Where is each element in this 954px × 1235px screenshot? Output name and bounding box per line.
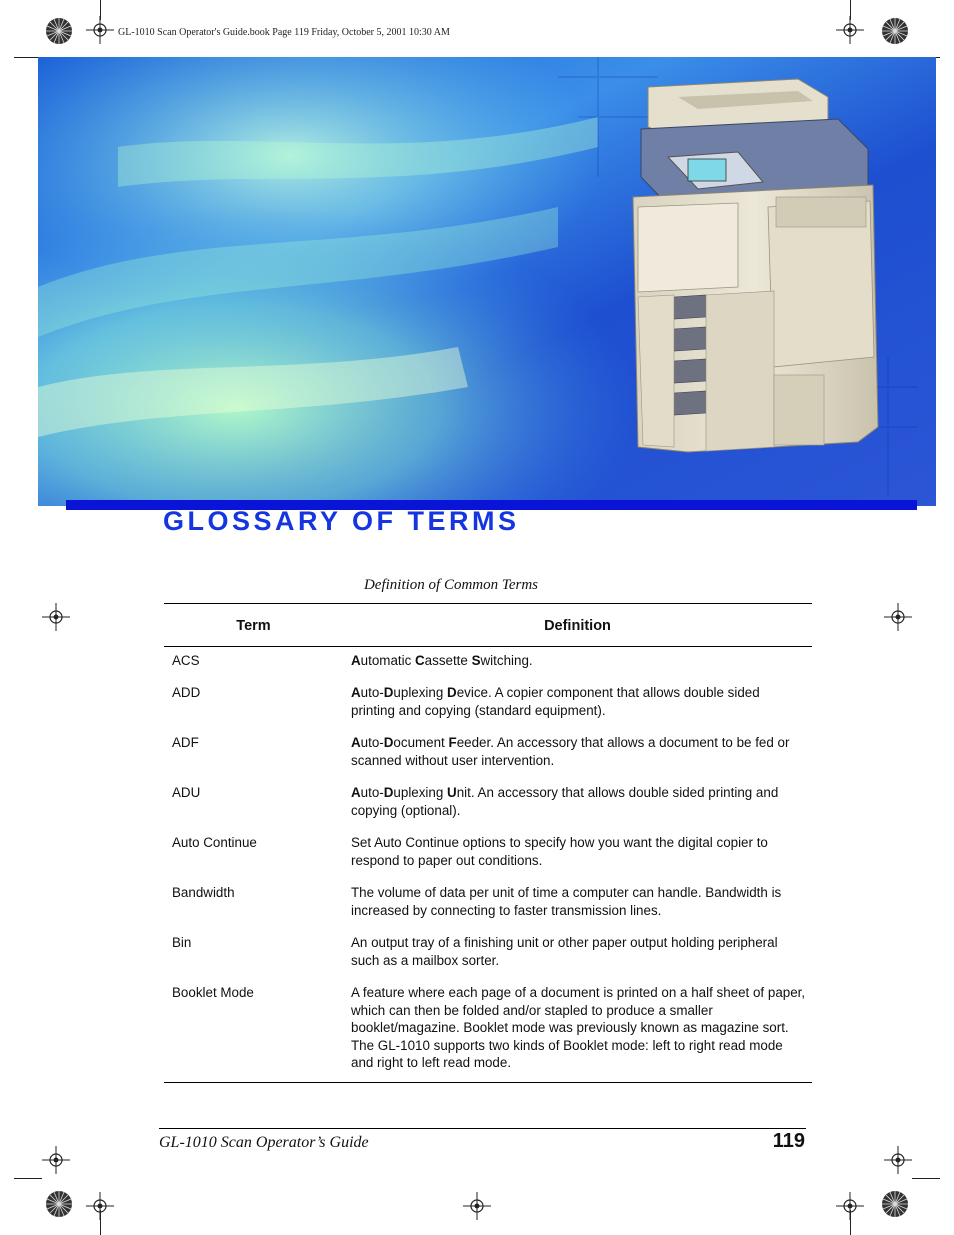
acronym-letter: A: [351, 652, 361, 668]
table-row: [164, 879, 812, 929]
print-header: GL-1010 Scan Operator's Guide.book Page 119 Friday, October 5, 2001 10:30 AM: [118, 27, 450, 38]
glossary-table: [164, 603, 812, 1083]
crosshair-registration-icon: [884, 603, 912, 631]
crosshair-registration-icon: [463, 1192, 491, 1220]
definition-text: uto-: [360, 785, 384, 800]
term-cell: Booklet Mode: [164, 979, 343, 1082]
starburst-registration-icon: [881, 17, 909, 45]
table-header-row: [164, 604, 812, 647]
definition-text: The volume of data per unit of time a computer can handle. Bandwidth is increased by connecting to faster transmission lines.: [351, 885, 782, 918]
table-row: [164, 929, 812, 979]
definition-text: A feature where each page of a document is printed on a half sheet of paper, which can then be folded and/or stapled to produce a smaller booklet/magazine. Booklet mode was previously known as magazine sort. The GL-1010 supports two kinds of Booklet mode: left to right read mode and right to left read mode.: [351, 985, 806, 1070]
acronym-letter: C: [415, 652, 425, 668]
definition-text: utomatic: [360, 652, 415, 668]
crosshair-registration-icon: [836, 16, 864, 44]
definition-text: uto-: [360, 735, 384, 750]
crosshair-registration-icon: [884, 1146, 912, 1174]
table-caption: Definition of Common Terms: [363, 577, 539, 593]
definition-text: uplexing: [393, 785, 448, 800]
definition-cell: [343, 979, 812, 1082]
crosshair-registration-icon: [42, 1146, 70, 1174]
definition-text: eeder. An accessory that allows a document to be fed or scanned without user intervention.: [351, 735, 790, 768]
table-row: [164, 679, 812, 729]
table-row: [164, 779, 812, 829]
term-cell: Auto Continue: [172, 835, 257, 850]
starburst-registration-icon: [45, 17, 73, 45]
crosshair-registration-icon: [86, 1192, 114, 1220]
starburst-registration-icon: [45, 1190, 73, 1218]
definition-text: assette: [424, 652, 472, 668]
definition-column-header: Definition: [343, 604, 812, 647]
acronym-letter: U: [447, 785, 457, 800]
acronym-letter: D: [383, 685, 394, 700]
table-row: [164, 729, 812, 779]
crosshair-registration-icon: [86, 16, 114, 44]
table-row: [164, 646, 812, 679]
glossary-rows: [164, 646, 812, 1082]
acronym-letter: D: [447, 685, 457, 700]
banner-image: [38, 57, 936, 506]
crosshair-registration-icon: [836, 1192, 864, 1220]
page-number: 119: [772, 1130, 805, 1152]
definition-text: nit. An accessory that allows double sided printing and copying (optional).: [351, 785, 779, 818]
footer-guide-title: GL-1010 Scan Operator’s Guide: [159, 1134, 369, 1151]
acronym-letter: F: [448, 735, 457, 750]
term-cell: ADD: [172, 685, 201, 700]
definition-cell: [343, 929, 812, 979]
term-cell: Bin: [172, 935, 192, 950]
acronym-letter: D: [383, 735, 394, 750]
term-column-header: Term: [164, 604, 343, 647]
term-cell: ADU: [172, 785, 201, 800]
term-cell: Bandwidth: [172, 885, 235, 900]
definition-cell: [343, 679, 812, 729]
definition-cell: [343, 829, 812, 879]
definition-text: evice. A copier component that allows double sided printing and copying (standard equipment).: [351, 685, 760, 718]
definition-text: witching.: [480, 652, 533, 668]
term-cell: ACS: [172, 652, 200, 668]
copier-photo-icon: [38, 57, 936, 506]
definition-cell: [343, 779, 812, 829]
acronym-letter: S: [471, 652, 481, 668]
footer-rule: [159, 1128, 806, 1129]
acronym-letter: D: [383, 785, 394, 800]
page-title: GLOSSARY OF TERMS: [163, 506, 520, 536]
definition-cell: [343, 879, 812, 929]
crosshair-registration-icon: [42, 603, 70, 631]
table-row: [164, 979, 812, 1082]
definition-text: An output tray of a finishing unit or other paper output holding peripheral such as a mailbox sorter.: [351, 935, 778, 968]
acronym-letter: A: [351, 685, 361, 700]
starburst-registration-icon: [881, 1190, 909, 1218]
acronym-letter: A: [351, 785, 361, 800]
term-cell: ADF: [172, 735, 199, 750]
acronym-letter: A: [351, 735, 361, 750]
table-row: [164, 829, 812, 879]
definition-text: Set Auto Continue options to specify how you want the digital copier to respond to paper out conditions.: [351, 835, 768, 868]
definition-text: uplexing: [393, 685, 448, 700]
definition-cell: [343, 646, 812, 679]
definition-text: ocument: [393, 735, 449, 750]
definition-cell: [343, 729, 812, 779]
definition-text: uto-: [360, 685, 384, 700]
